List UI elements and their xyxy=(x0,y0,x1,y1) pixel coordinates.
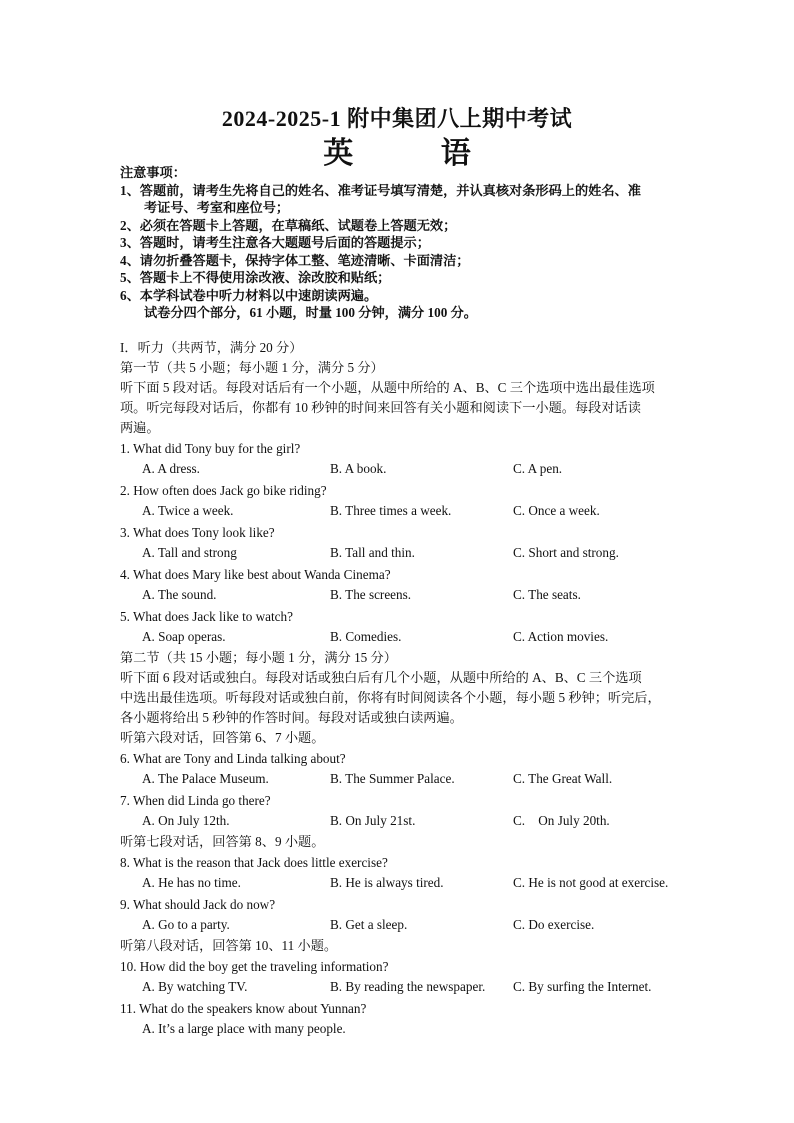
option-a: A. Twice a week. xyxy=(142,503,234,518)
part-heading: I．听力（共两节，满分 20 分） xyxy=(120,340,303,355)
options-row xyxy=(120,873,690,894)
option-b: B. Comedies. xyxy=(330,629,402,644)
note-item: 考证号、考室和座位号； xyxy=(144,200,290,215)
question: 1. What did Tony buy for the girl? xyxy=(120,441,301,456)
question: 11. What do the speakers know about Yunnan? xyxy=(120,1001,367,1016)
notes-heading: 注意事项： xyxy=(120,165,186,180)
option-a: A. Tall and strong xyxy=(142,545,237,560)
question: 5. What does Jack like to watch? xyxy=(120,609,293,624)
option-b: B. The Summer Palace. xyxy=(330,771,455,786)
options-row xyxy=(120,811,690,832)
question: 6. What are Tony and Linda talking about? xyxy=(120,751,346,766)
section-instruction: 听下面 6 段对话或独白。每段对话或独白后有几个小题，从题中所给的 A、B、C 三个选项 xyxy=(120,670,642,685)
question: 3. What does Tony look like? xyxy=(120,525,275,540)
option-a: A. By watching TV. xyxy=(142,979,248,994)
option-b: B. Tall and thin. xyxy=(330,545,415,560)
options-row xyxy=(120,627,690,648)
options-row xyxy=(120,501,690,522)
options-row xyxy=(120,977,690,998)
question: 2. How often does Jack go bike riding? xyxy=(120,483,327,498)
note-item: 6、本学科试卷中听力材料以中速朗读两遍。 xyxy=(120,287,378,303)
option-b: B. Three times a week. xyxy=(330,503,452,518)
subject-title: 英 语 xyxy=(323,137,511,170)
option-a: A. It’s a large place with many people. xyxy=(142,1021,346,1036)
note-item: 3、答题时，请考生注意各大题题号后面的答题提示； xyxy=(120,235,430,250)
option-c: C. Action movies. xyxy=(513,629,609,644)
option-a: A. On July 12th. xyxy=(142,813,230,828)
option-c: C. By surfing the Internet. xyxy=(513,979,652,994)
question: 10. How did the boy get the traveling information? xyxy=(120,959,389,974)
note-item: 2、必须在答题卡上答题，在草稿纸、试题卷上答题无效； xyxy=(120,217,457,233)
exam-summary: 试卷分四个部分，61 小题，时量 100 分钟，满分 100 分。 xyxy=(144,305,477,320)
option-b: B. On July 21st. xyxy=(330,813,416,828)
section-instruction: 听下面 5 段对话。每段对话后有一个小题，从题中所给的 A、B、C 三个选项中选出最佳选项 xyxy=(120,380,655,395)
option-a: A. He has no time. xyxy=(142,875,241,890)
option-c: C. The seats. xyxy=(513,587,581,602)
option-c: C. He is not good at exercise. xyxy=(513,875,669,890)
option-c: C. On July 20th. xyxy=(513,813,610,828)
option-a: A. A dress. xyxy=(142,461,200,476)
option-c: C. The Great Wall. xyxy=(513,771,613,786)
option-c: C. Once a week. xyxy=(513,503,600,518)
section-instruction: 两遍。 xyxy=(120,420,160,435)
option-c: C. Do exercise. xyxy=(513,917,595,932)
option-b: B. He is always tired. xyxy=(330,875,444,890)
dialog-instruction: 听第六段对话，回答第 6、7 小题。 xyxy=(120,730,325,745)
option-c: C. A pen. xyxy=(513,461,563,476)
dialog-instruction: 听第七段对话，回答第 8、9 小题。 xyxy=(120,834,325,849)
exam-title: 2024-2025-1 附中集团八上期中考试 xyxy=(221,106,573,131)
options-row xyxy=(120,585,690,606)
note-item: 4、请勿折叠答题卡，保持字体工整、笔迹清晰、卡面清洁； xyxy=(120,252,470,268)
section-heading: 第二节（共 15 小题；每小题 1 分，满分 15 分） xyxy=(120,650,397,665)
option-c: C. Short and strong. xyxy=(513,545,619,560)
option-b: B. Get a sleep. xyxy=(330,917,408,932)
section-instruction: 项。听完每段对话后，你都有 10 秒钟的时间来回答有关小题和阅读下一小题。每段对话读 xyxy=(120,400,641,415)
option-a: A. Soap operas. xyxy=(142,629,226,644)
options-row xyxy=(120,1019,690,1040)
question: 9. What should Jack do now? xyxy=(120,897,276,912)
notes-block xyxy=(120,164,680,322)
question: 7. When did Linda go there? xyxy=(120,793,271,808)
dialog-instruction: 听第八段对话，回答第 10、11 小题。 xyxy=(120,938,338,953)
options-row xyxy=(120,915,690,936)
option-a: A. The Palace Museum. xyxy=(142,771,269,786)
options-row xyxy=(120,769,690,790)
note-item: 5、答题卡上不得使用涂改液、涂改胶和贴纸； xyxy=(120,270,391,285)
option-b: B. The screens. xyxy=(330,587,412,602)
question: 8. What is the reason that Jack does little exercise? xyxy=(120,855,388,870)
option-b: B. A book. xyxy=(330,461,387,476)
section-heading: 第一节（共 5 小题；每小题 1 分，满分 5 分） xyxy=(120,360,384,375)
option-a: A. The sound. xyxy=(142,587,217,602)
option-b: B. By reading the newspaper. xyxy=(330,979,486,994)
question: 4. What does Mary like best about Wanda Cinema? xyxy=(120,567,391,582)
options-row xyxy=(120,459,690,480)
section-instruction: 各小题将给出 5 秒钟的作答时间。每段对话或独白读两遍。 xyxy=(120,710,463,725)
options-row xyxy=(120,543,690,564)
listening-part xyxy=(120,338,690,1040)
note-item: 1、答题前，请考生先将自己的姓名、准考证号填写清楚，并认真核对条形码上的姓名、准 xyxy=(120,182,641,198)
option-a: A. Go to a party. xyxy=(142,917,230,932)
section-instruction: 中选出最佳选项。听每段对话或独白前，你将有时间阅读各个小题，每小题 5 秒钟；听完后， xyxy=(120,690,661,705)
